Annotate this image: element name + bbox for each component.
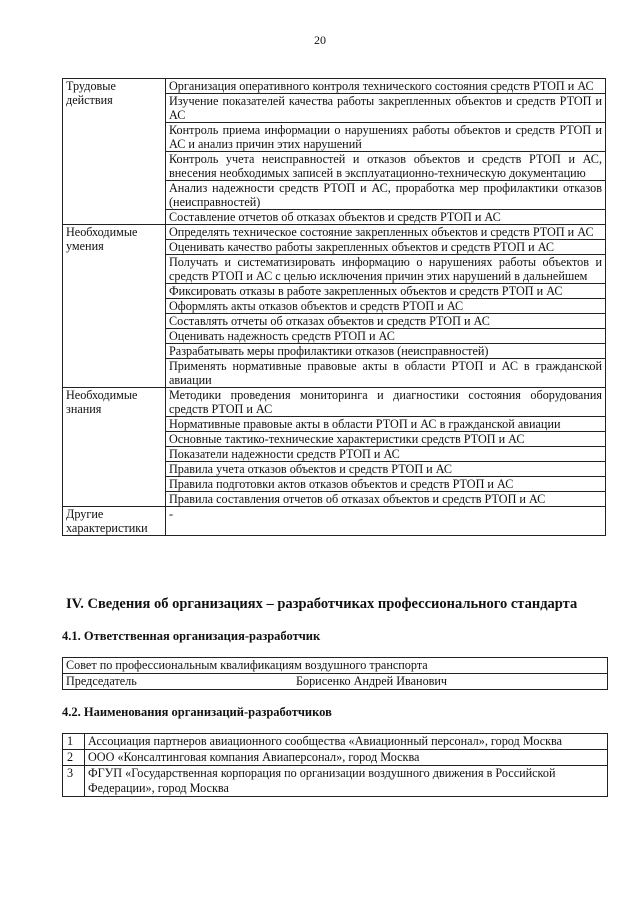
row-item: Определять техническое состояние закрепленных объектов и средств РТОП и АС (166, 225, 606, 240)
row-item: - (166, 507, 606, 536)
developer-name: ООО «Консалтинговая компания Авиаперсонал», город Москва (85, 750, 608, 766)
subsection-heading-developers: 4.2. Наименования организаций-разработчиков (62, 705, 332, 719)
row-item: Правила учета отказов объектов и средств РТОП и АС (166, 462, 606, 477)
row-item: Контроль учета неисправностей и отказов объектов и средств РТОП и АС, внесения необходимых записей в эксплуатационно-техническую документацию (166, 152, 606, 181)
row-item: Нормативные правовые акты в области РТОП и АС в гражданской авиации (166, 417, 606, 432)
row-item: Основные тактико-технические характеристики средств РТОП и АС (166, 432, 606, 447)
developer-name: ФГУП «Государственная корпорация по организации воздушного движения в Российской Федерации», город Москва (85, 766, 608, 797)
row-item: Оценивать качество работы закрепленных объектов и средств РТОП и АС (166, 240, 606, 255)
row-item: Методики проведения мониторинга и диагностики состояния оборудования средств РТОП и АС (166, 388, 606, 417)
table-row (63, 507, 606, 536)
developer-number: 1 (63, 734, 85, 750)
row-item: Составление отчетов об отказах объектов и средств РТОП и АС (166, 210, 606, 225)
row-item: Анализ надежности средств РТОП и АС, проработка мер профилактики отказов (неисправностей) (166, 181, 606, 210)
section-heading: IV. Сведения об организациях – разработчиках профессионального стандарта (66, 596, 578, 612)
row-category: Необходимые знания (63, 388, 166, 507)
row-item: Оформлять акты отказов объектов и средств РТОП и АС (166, 299, 606, 314)
organization-name: Совет по профессиональным квалификациям воздушного транспорта (63, 658, 608, 674)
row-item: Правила составления отчетов об отказах объектов и средств РТОП и АС (166, 492, 606, 507)
responsible-organization-table (62, 657, 608, 690)
row-item: Правила подготовки актов отказов объектов и средств РТОП и АС (166, 477, 606, 492)
table-row (63, 79, 606, 94)
row-item: Разрабатывать меры профилактики отказов (неисправностей) (166, 344, 606, 359)
row-item: Применять нормативные правовые акты в области РТОП и АС в гражданской авиации (166, 359, 606, 388)
table-row (63, 388, 606, 417)
developer-row (63, 750, 608, 766)
page-number: 20 (314, 33, 326, 47)
row-item: Получать и систематизировать информацию о нарушениях работы объектов и средств РТОП и АС с целью исключения причин этих нарушений в дальнейшем (166, 255, 606, 284)
chair-name: Борисенко Андрей Иванович (296, 674, 448, 688)
row-item: Показатели надежности средств РТОП и АС (166, 447, 606, 462)
chair-role: Председатель (66, 674, 137, 688)
row-category: Трудовые действия (63, 79, 166, 225)
developer-number: 2 (63, 750, 85, 766)
developer-row (63, 766, 608, 797)
row-item: Оценивать надежность средств РТОП и АС (166, 329, 606, 344)
developer-number: 3 (63, 766, 85, 797)
row-item: Фиксировать отказы в работе закрепленных объектов и средств РТОП и АС (166, 284, 606, 299)
developer-organizations-table (62, 733, 608, 797)
chair-row (63, 674, 608, 690)
row-category: Необходимые умения (63, 225, 166, 388)
table-row (63, 225, 606, 240)
row-item: Организация оперативного контроля технического состояния средств РТОП и АС (166, 79, 606, 94)
row-item: Изучение показателей качества работы закрепленных объектов и средств РТОП и АС (166, 94, 606, 123)
subsection-heading-responsible: 4.1. Ответственная организация-разработчик (62, 629, 321, 643)
row-item: Составлять отчеты об отказах объектов и средств РТОП и АС (166, 314, 606, 329)
labor-functions-table (62, 78, 606, 536)
developer-row (63, 734, 608, 750)
organization-row (63, 658, 608, 674)
row-category: Другие характеристики (63, 507, 166, 536)
developer-name: Ассоциация партнеров авиационного сообщества «Авиационный персонал», город Москва (85, 734, 608, 750)
row-item: Контроль приема информации о нарушениях работы объектов и средств РТОП и АС и анализ причин этих нарушений (166, 123, 606, 152)
